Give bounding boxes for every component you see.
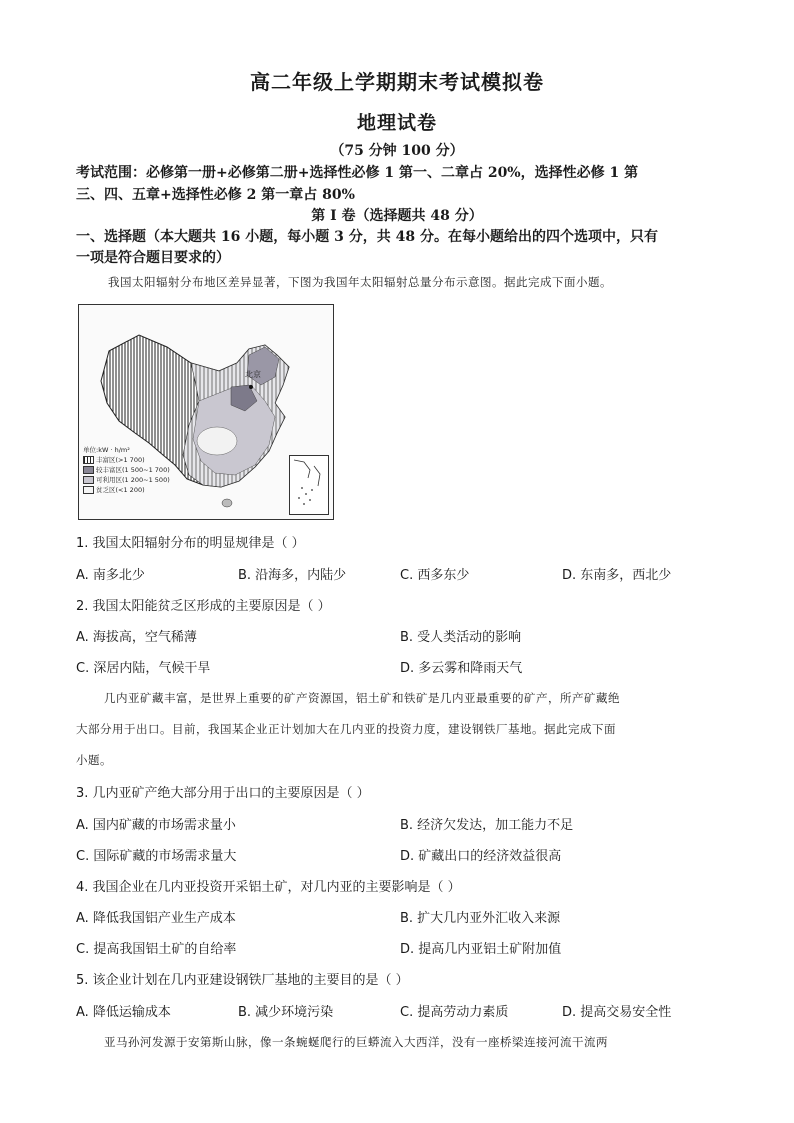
question-1-stem: 1. 我国太阳辐射分布的明显规律是（ ）: [76, 536, 305, 551]
q5-option-d[interactable]: D. 提高交易安全性: [562, 1005, 672, 1020]
intro-guinea-line-1: 几内亚矿藏丰富，是世界上重要的矿产资源国，铝土矿和铁矿是几内亚最重要的矿产，所产矿藏绝: [104, 691, 620, 705]
part-one-heading: 第 I 卷（选择题共 48 分）: [311, 208, 483, 224]
q4-option-b[interactable]: B. 扩大几内亚外汇收入来源: [400, 911, 561, 926]
q4-option-a[interactable]: A. 降低我国铝产业生产成本: [76, 911, 236, 926]
scope-line-2: 三、四、五章+选择性必修 2 第一章占 80%: [76, 187, 355, 203]
intro-solar: 我国太阳辐射分布地区差异显著，下图为我国年太阳辐射总量分布示意图。据此完成下面小题。: [108, 275, 612, 289]
question-3-stem: 3. 几内亚矿产绝大部分用于出口的主要原因是（ ）: [76, 786, 370, 801]
time-score: （75 分钟 100 分）: [330, 143, 464, 159]
intro-guinea-line-2: 大部分用于出口。目前，我国某企业正计划加大在几内亚的投资力度，建设钢铁厂基地。据此完成下面: [76, 722, 616, 736]
q1-option-a[interactable]: A. 南多北少: [76, 568, 145, 583]
q2-option-c[interactable]: C. 深居内陆，气候干旱: [76, 661, 211, 676]
question-5-stem: 5. 该企业计划在几内亚建设钢铁厂基地的主要目的是（ ）: [76, 973, 409, 988]
solar-radiation-map: [78, 304, 334, 520]
subject-title: 地理试卷: [356, 112, 437, 134]
q5-option-a[interactable]: A. 降低运输成本: [76, 1005, 171, 1020]
q2-option-b[interactable]: B. 受人类活动的影响: [400, 630, 522, 645]
scope-line-1: 考试范围：必修第一册+必修第二册+选择性必修 1 第一、二章占 20%，选择性必修 1 第: [76, 165, 639, 181]
legend-title: 单位:kW · h/m²: [83, 446, 130, 454]
q1-option-d[interactable]: D. 东南多，西北少: [562, 568, 672, 583]
q5-option-c[interactable]: C. 提高劳动力素质: [400, 1005, 509, 1020]
q4-option-d[interactable]: D. 提高几内亚铝土矿附加值: [400, 942, 562, 957]
exam-title: 高二年级上学期期末考试模拟卷: [250, 70, 544, 94]
q3-option-d[interactable]: D. 矿藏出口的经济效益很高: [400, 849, 562, 864]
question-2-stem: 2. 我国太阳能贫乏区形成的主要原因是（ ）: [76, 599, 331, 614]
section-one-line-1: 一、选择题（本大题共 16 小题，每小题 3 分，共 48 分。在每小题给出的四个选项中，只有: [76, 229, 658, 245]
q2-option-a[interactable]: A. 海拔高，空气稀薄: [76, 630, 197, 645]
section-one-line-2: 一项是符合题目要求的）: [76, 250, 230, 266]
intro-guinea-line-3: 小题。: [76, 753, 112, 767]
q3-option-c[interactable]: C. 国际矿藏的市场需求量大: [76, 849, 237, 864]
south-china-sea-inset: [289, 455, 329, 515]
q3-option-b[interactable]: B. 经济欠发达，加工能力不足: [400, 818, 574, 833]
intro-amazon: 亚马孙河发源于安第斯山脉，像一条蜿蜒爬行的巨蟒流入大西洋，没有一座桥梁连接河流干流两: [104, 1035, 608, 1049]
q2-option-d[interactable]: D. 多云雾和降雨天气: [400, 661, 523, 676]
region-poor: [197, 427, 237, 455]
legend-poor: 贫乏区(<1 200): [96, 486, 145, 494]
q1-option-c[interactable]: C. 西多东少: [400, 568, 470, 583]
map-legend: [83, 445, 170, 495]
q1-option-b[interactable]: B. 沿海多，内陆少: [238, 568, 347, 583]
q4-option-c[interactable]: C. 提高我国铝土矿的自给率: [76, 942, 237, 957]
beijing-marker: [249, 385, 253, 389]
beijing-label: 北京: [245, 370, 261, 379]
legend-rich: 丰富区(>1 700): [96, 456, 145, 464]
legend-usable: 可利用区(1 200~1 500): [96, 476, 170, 484]
q3-option-a[interactable]: A. 国内矿藏的市场需求量小: [76, 818, 236, 833]
q5-option-b[interactable]: B. 减少环境污染: [238, 1005, 334, 1020]
legend-fairly-rich: 较丰富区(1 500~1 700): [96, 466, 170, 474]
question-4-stem: 4. 我国企业在几内亚投资开采铝土矿，对几内亚的主要影响是（ ）: [76, 880, 461, 895]
